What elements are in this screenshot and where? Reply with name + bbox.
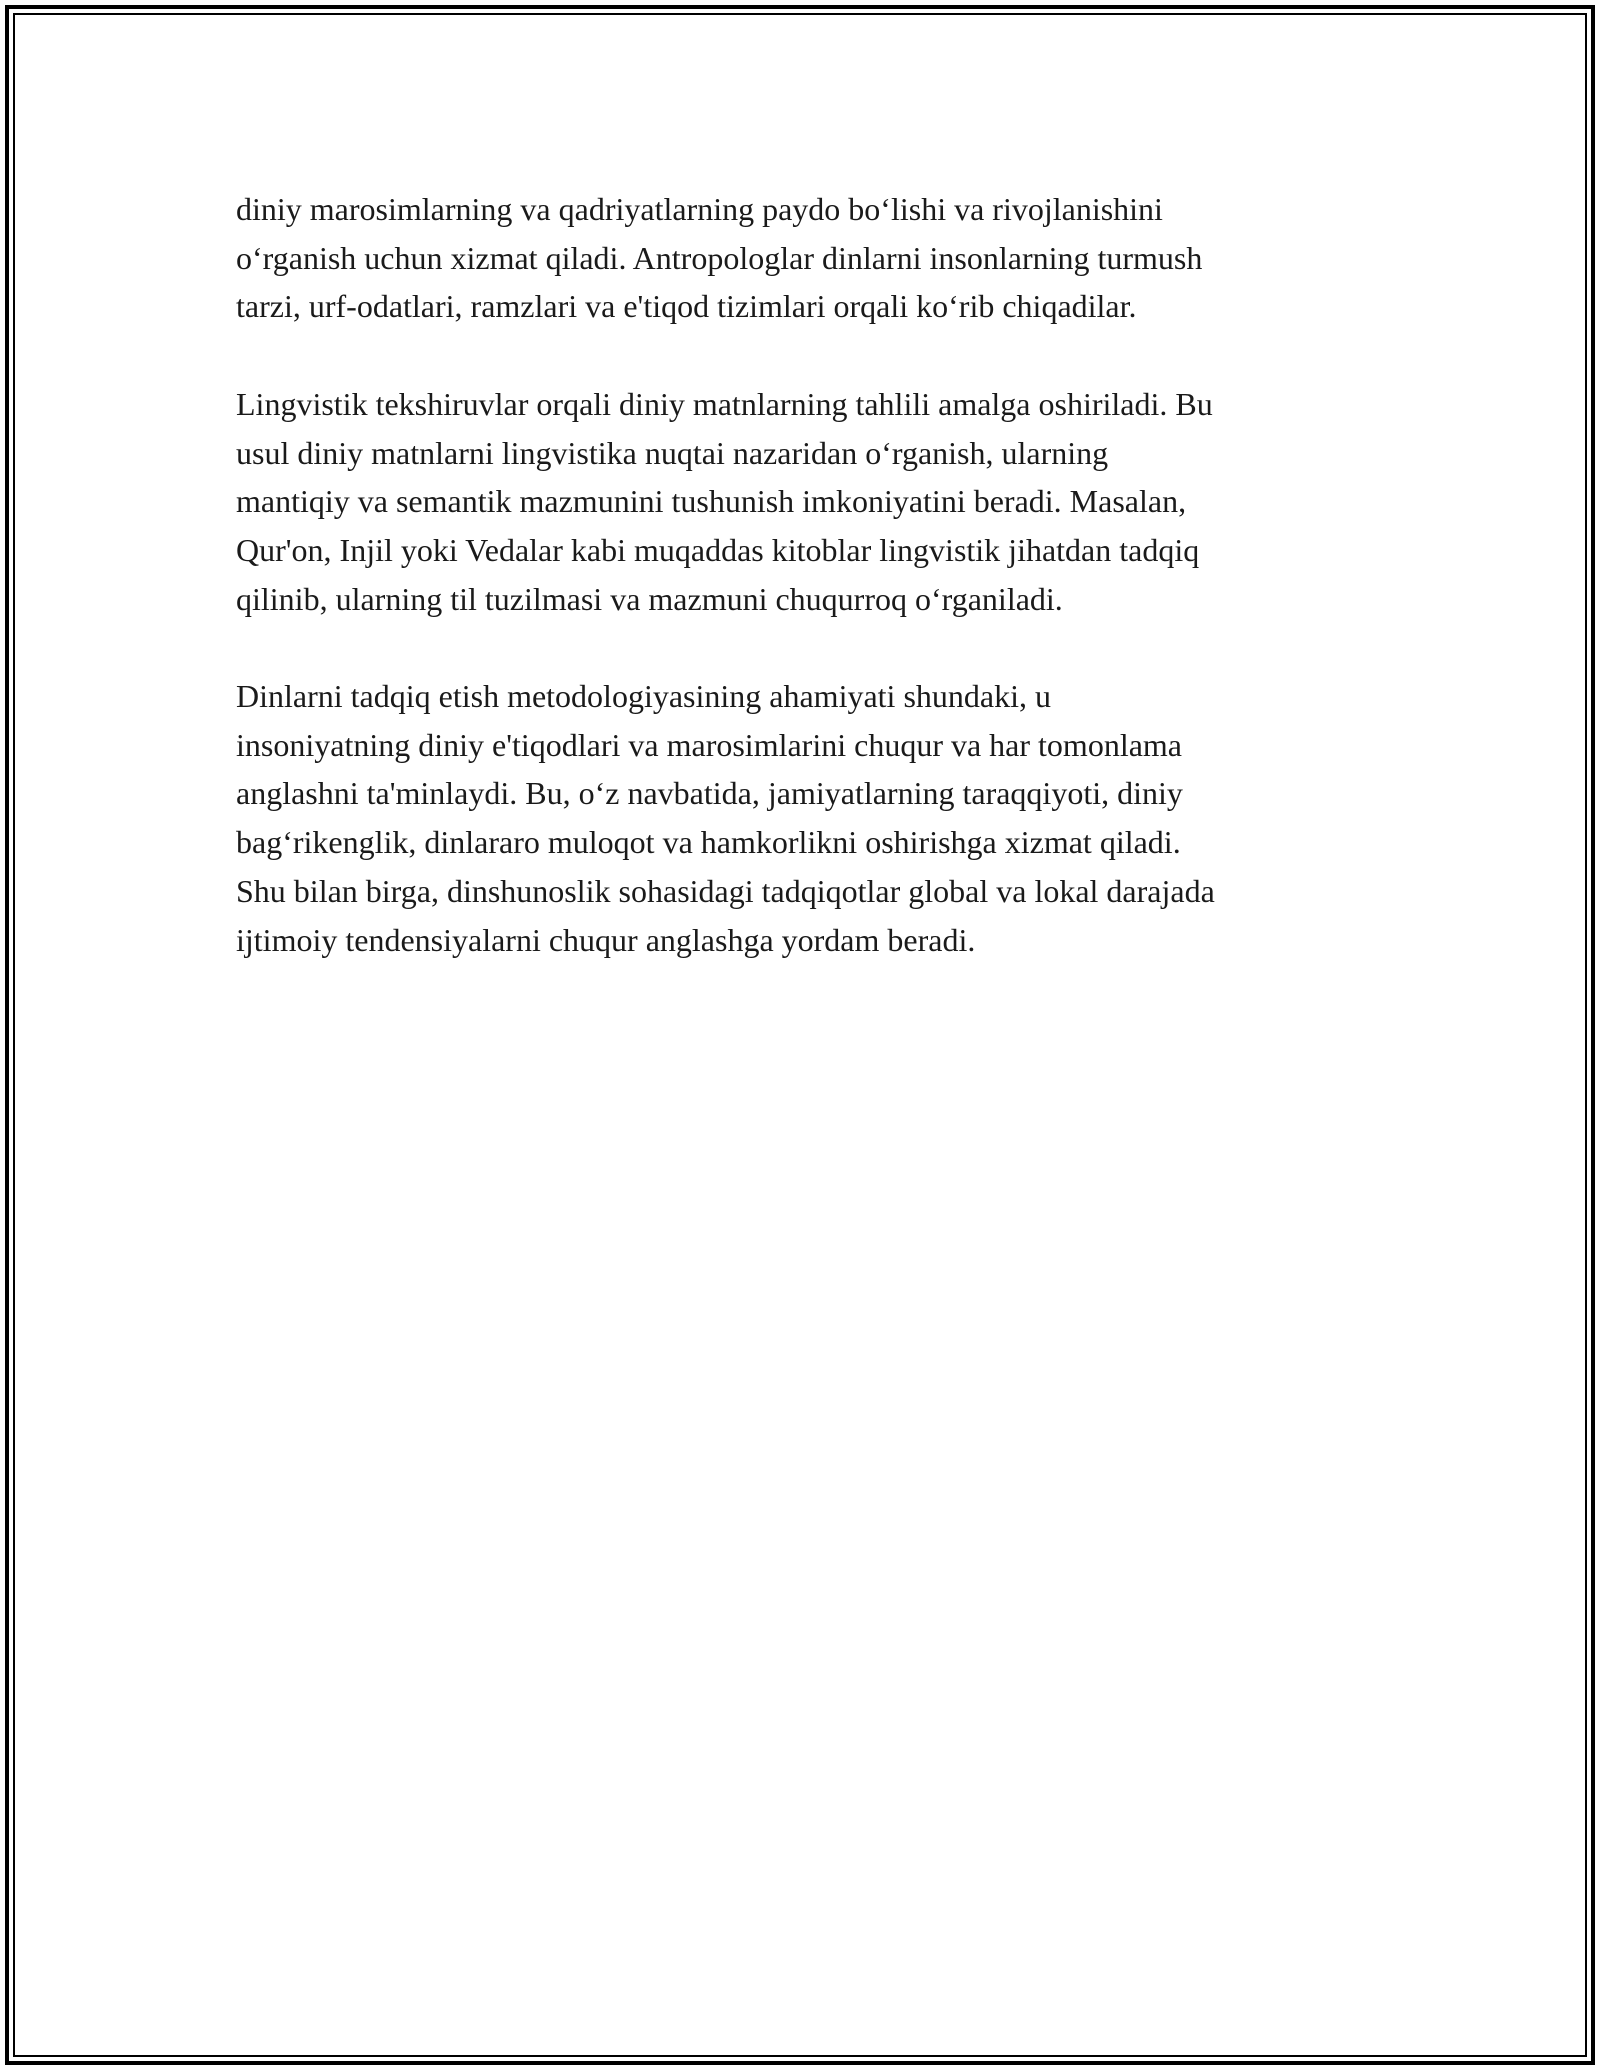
paragraph-2: Lingvistik tekshiruvlar orqali diniy matnlarning tahlili amalga oshiriladi. Bu usul diniy matnlarni lingvistika nuqtai nazaridan o‘rganish, ularning mantiqiy va semantik mazmunini tushunish imkoniyatini beradi. Masalan, Qur'on, Injil yoki Vedalar kabi muqaddas kitoblar lingvistik jihatdan tadqiq qilinib, ularning til tuzilmasi va mazmuni chuqurroq o‘rganiladi.: [236, 385, 1213, 617]
paragraph-1: diniy marosimlarning va qadriyatlarning paydo bo‘lishi va rivojlanishini o‘rganish uchun xizmat qiladi. Antropologlar dinlarni insonlarning turmush tarzi, urf-odatlari, ramzlari va e'tiqod tizimlari orqali ko‘rib chiqadilar.: [236, 191, 1203, 325]
document-body: [236, 185, 1366, 1013]
paragraph-3: Dinlarni tadqiq etish metodologiyasining ahamiyati shundaki, u insoniyatning diniy e'tiqodlari va marosimlarini chuqur va har tomonlama anglashni ta'minlaydi. Bu, o‘z navbatida, jamiyatlarning taraqqiyoti, diniy bag‘rikenglik, dinlararo muloqot va hamkorlikni oshirishga xizmat qiladi. Shu bilan birga, dinshunoslik sohasidagi tadqiqotlar global va lokal darajada ijtimoiy tendensiyalarni chuqur anglashga yordam beradi.: [236, 678, 1215, 958]
